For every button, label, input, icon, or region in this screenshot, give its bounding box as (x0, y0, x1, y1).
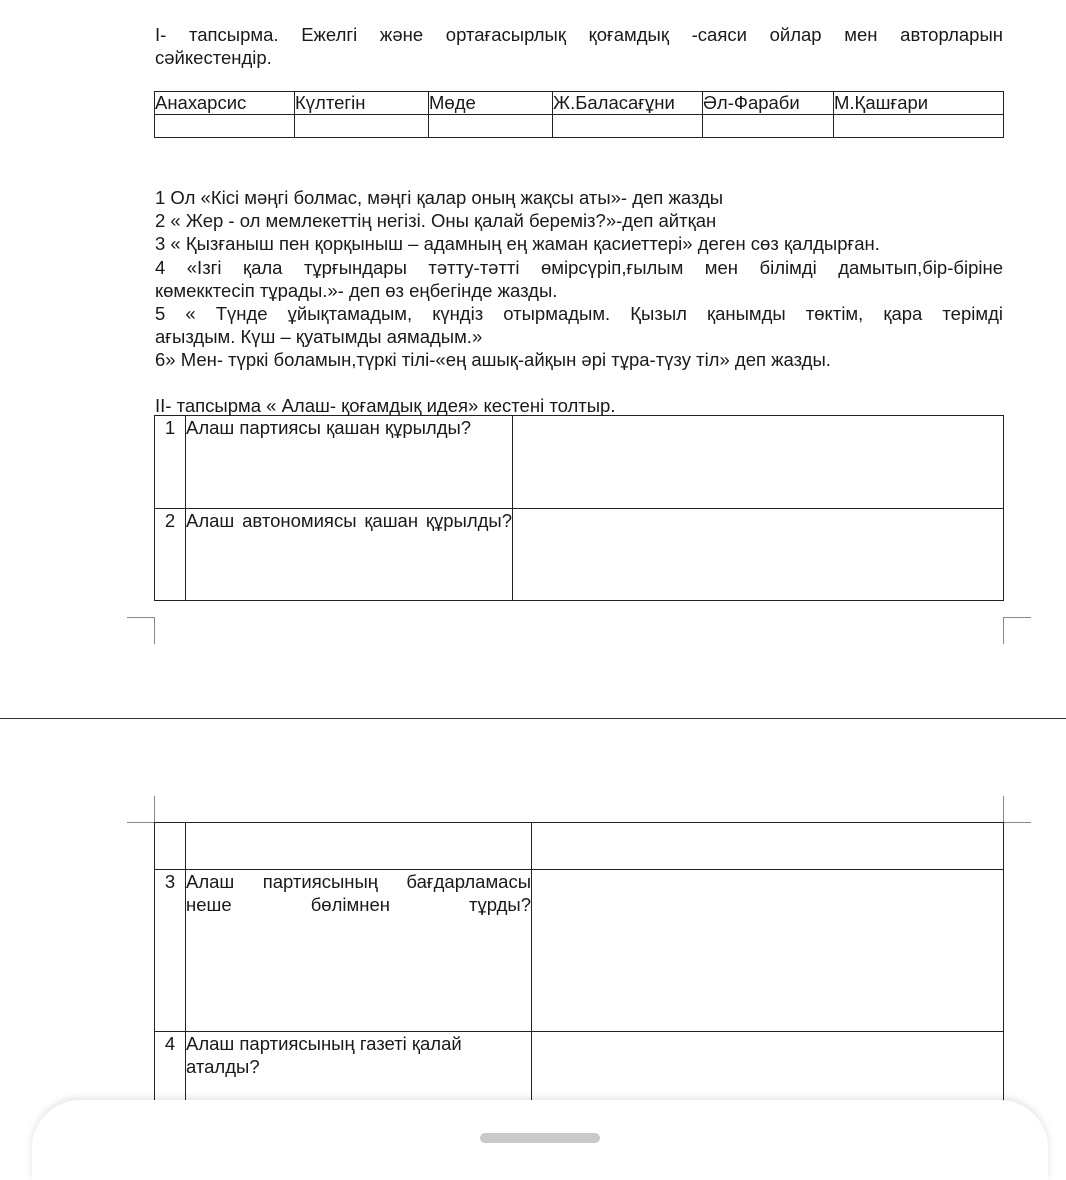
author-cell: Анахарсис (155, 92, 295, 115)
quote-6: 6» Мен- түркі боламын,түркі тілі-«ең ашық-айқын әрі тұра-түзу тіл» деп жазды. (155, 349, 831, 370)
author-cell: Мөде (429, 92, 553, 115)
quote-4-line2: көмекктесіп тұрады.»- деп өз еңбегінде жазды. (155, 280, 558, 301)
author-cell: Күлтегін (295, 92, 429, 115)
author-cell: Әл-Фараби (703, 92, 834, 115)
question-cell: Алаш партиясы қашан құрылды? (186, 416, 513, 509)
task1-heading-line1: I- тапсырма. Ежелгі және ортағасырлық қоғамдық -саяси ойлар мен авторларын (155, 24, 1003, 45)
table-row (155, 509, 1004, 601)
row-number: 2 (155, 509, 186, 601)
answer-cell[interactable] (513, 416, 1004, 509)
answer-cell[interactable] (703, 115, 834, 138)
quote-2: 2 « Жер - ол мемлекеттің негізі. Оны қалай береміз?»-деп айтқан (155, 210, 717, 231)
row-number: 1 (155, 416, 186, 509)
alash-table-part2 (154, 822, 1004, 1112)
page-corner-mark (127, 617, 155, 644)
answer-cell[interactable] (532, 870, 1004, 1032)
page-separator (0, 718, 1066, 719)
quote-5-line1: 5 « Түнде ұйықтамадым, күндіз отырмадым. Қызыл қанымды төктім, қара терімді (155, 303, 1003, 324)
table-row (155, 870, 1004, 1032)
authors-table (154, 91, 1004, 138)
author-cell: М.Қашғари (834, 92, 1004, 115)
table-row (155, 416, 1004, 509)
question-cell: Алаш автономиясы қашан құрылды? (186, 509, 513, 601)
authors-answer-row (155, 115, 1004, 138)
task2-heading: II- тапсырма « Алаш- қоғамдық идея» кестені толтыр. (155, 395, 616, 416)
quote-4-line1: 4 «Ізгі қала тұрғындары тәтту-тәтті өмірсүріп,ғылым мен білімді дамытып,бір-біріне (155, 257, 1003, 278)
answer-cell[interactable] (553, 115, 703, 138)
answer-cell[interactable] (513, 509, 1004, 601)
answer-cell[interactable] (429, 115, 553, 138)
quote-1: 1 Ол «Кісі мәңгі болмас, мәңгі қалар оның жақсы аты»- деп жазды (155, 187, 724, 208)
alash-table-part1 (154, 415, 1004, 601)
answer-cell[interactable] (532, 823, 1004, 870)
question-cell: Алаш партиясының газеті қалай аталды? (186, 1032, 532, 1112)
task1-heading-line2: сәйкестендір. (155, 47, 272, 68)
table-row-blank (155, 823, 1004, 870)
page-corner-mark (1003, 796, 1031, 823)
row-number: 4 (155, 1032, 186, 1112)
drag-handle[interactable] (480, 1133, 600, 1143)
page-corner-mark (127, 796, 155, 823)
answer-cell[interactable] (834, 115, 1004, 138)
page-corner-mark (1003, 617, 1031, 644)
quote-5-line2: ағыздым. Күш – қуатымды аямадым.» (155, 326, 483, 347)
answer-cell[interactable] (155, 115, 295, 138)
answer-cell[interactable] (295, 115, 429, 138)
author-cell: Ж.Баласағұни (553, 92, 703, 115)
quote-3: 3 « Қызғаныш пен қорқыныш – адамның ең жаман қасиеттері» деген сөз қалдырған. (155, 233, 880, 254)
blank-cell (155, 823, 186, 870)
row-number: 3 (155, 870, 186, 1032)
authors-header-row (155, 92, 1004, 115)
blank-cell (186, 823, 532, 870)
question-cell: Алаш партиясының бағдарламасы неше бөлімнен тұрды? (186, 870, 532, 1032)
